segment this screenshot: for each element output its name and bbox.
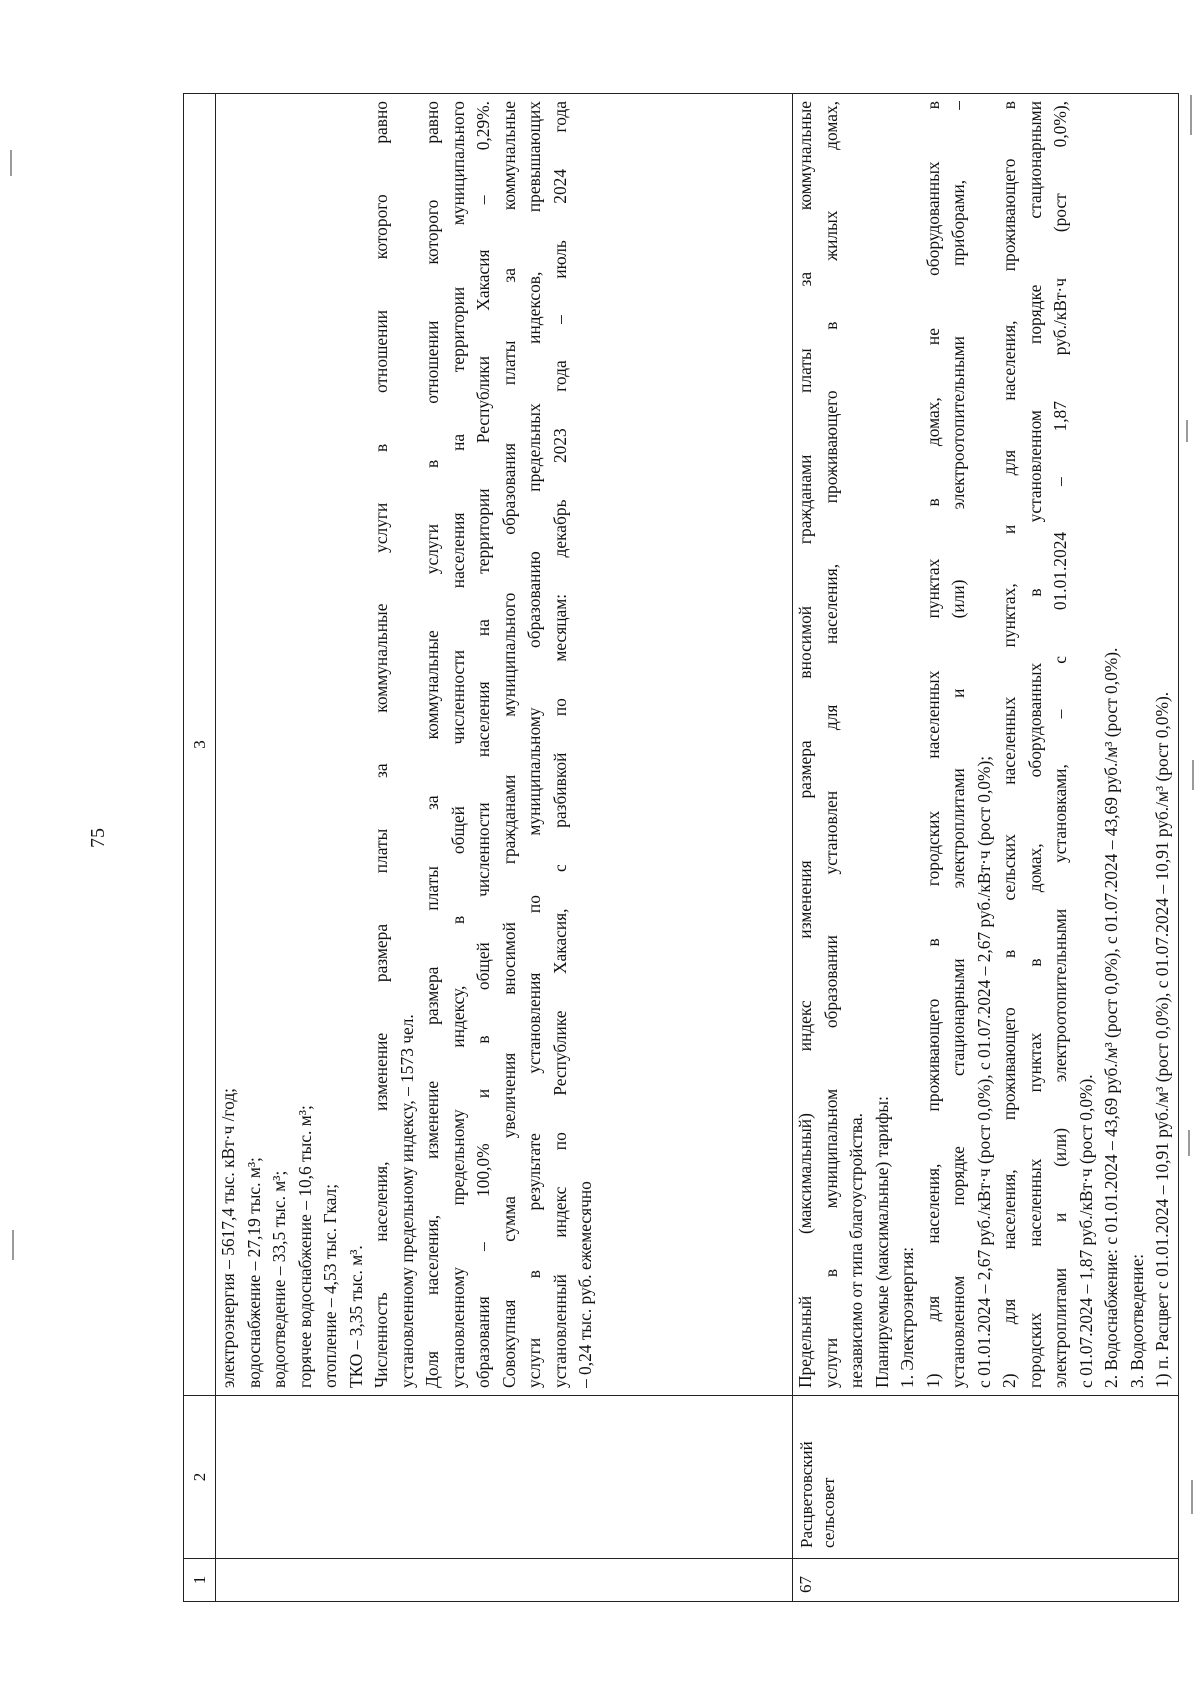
- text-line: 2. Водоснабжение: с 01.01.2024 – 43,69 руб./м³ (рост 0,0%), с 01.07.2024 – 43,69 руб./м³ (рост 0,0%).: [1101, 647, 1121, 1388]
- header-col-3: 3: [184, 94, 216, 1396]
- text-line: горячее водоснабжение – 10,6 тыс. м³;: [294, 1105, 315, 1388]
- scan-artifact: [1191, 1480, 1193, 1514]
- rotated-table-wrapper: [183, 94, 1172, 1602]
- text-line: 1) п. Расцвет с 01.01.2024 – 10,91 руб./м³ (рост 0,0%), с 01.07.2024 – 10,91 руб./м³ (рост 0,0%).: [1152, 691, 1172, 1388]
- scan-artifact: [1190, 95, 1192, 135]
- text-line: Планируемые (максимальные) тарифы:: [871, 1096, 892, 1388]
- text-line: 3. Водоотведение:: [1126, 1253, 1147, 1388]
- text-line: отопление – 4,53 тыс. Гкал;: [320, 1183, 340, 1388]
- table-row-continued: [216, 94, 793, 1602]
- scan-artifact: [1192, 760, 1194, 790]
- text-line: установленном порядке стационарными электроплитами и (или) электроотопительными приборами, –: [948, 101, 968, 1388]
- description-cell: [793, 94, 1179, 1396]
- text-line: ТКО – 3,35 тыс. м³.: [345, 1245, 366, 1388]
- text-line: электроплитами и (или) электроотопительными установками, – с 01.01.2024 – 1,87 руб./кВт·ч (рост 0,0%),: [1050, 101, 1070, 1388]
- scan-artifact: [1186, 420, 1188, 442]
- municipality-name-cell: Расцветовский сельсовет: [793, 1396, 1179, 1559]
- text-line: Совокупная сумма увеличения вносимой гражданами муниципального образования платы за коммунальные: [498, 101, 519, 1388]
- scan-artifact: [10, 150, 12, 176]
- text-line: 1) для населения, проживающего в городских населенных пунктах в домах, не оборудованных в: [922, 101, 943, 1388]
- text-line: Предельный (максимальный) индекс изменения размера вносимой гражданами платы за коммунальные: [795, 101, 815, 1388]
- text-line: 2) для населения, проживающего в сельских населенных пунктах, и для населения, проживающего в: [999, 101, 1019, 1388]
- text-line: водоснабжение – 27,19 тыс. м³;: [243, 1157, 264, 1388]
- text-line: независимо от типа благоустройства.: [846, 1113, 866, 1388]
- text-line: с 01.01.2024 – 2,67 руб./кВт·ч (рост 0,0%), с 01.07.2024 – 2,67 руб./кВт·ч (рост 0,0%);: [973, 755, 994, 1388]
- row-number-cell: 67: [793, 1559, 1179, 1602]
- text-line: установленному предельному индексу, в общей численности населения на территории муниципального: [447, 101, 468, 1388]
- scan-artifact: [1188, 1130, 1190, 1156]
- scan-artifact: [12, 1230, 14, 1260]
- text-line: образования – 100,0% и в общей численности населения на территории Республики Хакасия – 0,29%.: [473, 101, 493, 1388]
- text-line: установленный индекс по Республике Хакасия, с разбивкой по месяцам: декабрь 2023 года – июль 2024 года: [549, 101, 570, 1388]
- text-line: электроэнергия – 5617,4 тыс. кВт·ч /год;: [218, 1087, 238, 1388]
- page-number: 75: [86, 828, 109, 848]
- text-line: 1. Электроэнергия:: [897, 1246, 917, 1388]
- text-line: городских населенных пунктах в домах, оборудованных в установленном порядке стационарными: [1024, 101, 1045, 1388]
- text-line: Численность населения, изменение размера платы за коммунальные услуги в отношении которого равно: [371, 101, 391, 1388]
- header-col-1: 1: [184, 1559, 216, 1602]
- text-line: установленному предельному индексу, – 1573 чел.: [396, 1014, 417, 1388]
- text-line: Доля населения, изменение размера платы за коммунальные услуги в отношении которого равно: [422, 101, 442, 1388]
- text-line: услуги в муниципальном образовании установлен для населения, проживающего в жилых домах,: [820, 101, 841, 1388]
- text-line: услуги в результате установления по муниципальному образованию предельных индексов, превышающих: [524, 101, 544, 1388]
- municipality-name-cell: [216, 1396, 793, 1559]
- document-table: [183, 93, 1179, 1602]
- text-line: с 01.07.2024 – 1,87 руб./кВт·ч (рост 0,0%).: [1075, 1074, 1096, 1388]
- table-header-row: [184, 94, 216, 1602]
- row-number-cell: [216, 1559, 793, 1602]
- header-col-2: 2: [184, 1396, 216, 1559]
- text-line: водоотведение – 33,5 тыс. м³;: [269, 1170, 289, 1388]
- description-cell: [216, 94, 793, 1396]
- table-row-67: [793, 94, 1179, 1602]
- text-line: – 0,24 тыс. руб. ежемесячно: [575, 1181, 595, 1388]
